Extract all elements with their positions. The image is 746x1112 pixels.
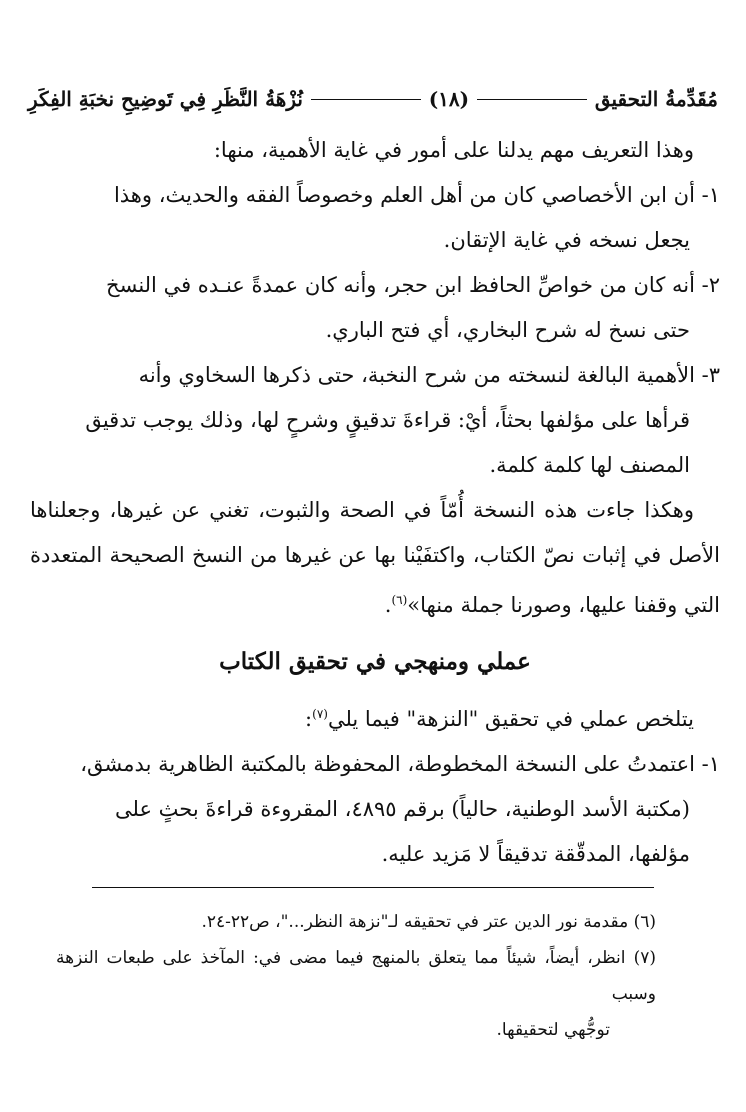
header-book-title: نُزْهَةُ النَّظَرِ فِي تَوضِيحِ نخبَةِ الفِكَرِ	[28, 87, 303, 111]
list-item-3-line-2: قرأها على مؤلفها بحثاً، أيْ: قراءةَ تدقيقٍ وشرحٍ لها، وذلك يوجب تدقيق	[85, 408, 690, 432]
page-number: (١٨)	[428, 87, 470, 111]
footnote-divider	[92, 887, 654, 888]
list-item-3-line-3: المصنف لها كلمة كلمة.	[489, 453, 690, 477]
paragraph-conclusion-text: وهكذا جاءت هذه النسخة أُمّاً في الصحة والثبوت، تغني عن غيرها، وجعلناها الأصل في إثبات نصّ الكتاب، واكتفَيْنا بها عن غيرها من النسخ الصحيحة المتعددة التي وقفنا عليها، وصورنا جملة منها»	[30, 498, 720, 617]
footnote-7-line-1: (٧) انظر، أيضاً، شيئاً مما يتعلق بالمنهج فيما مضى في: المآخذ على طبعات النزهة وسبب	[56, 948, 656, 1004]
list-item-2-line-1: ٢- أنه كان من خواصِّ الحافظ ابن حجر، وأنه كان عمدةً عنـده في النسخ	[106, 273, 720, 297]
running-header	[28, 82, 718, 116]
method-intro-colon: :	[305, 707, 313, 731]
method-intro-text: يتلخص عملي في تحقيق "النزهة" فيما يلي	[327, 707, 694, 731]
paragraph-intro: وهذا التعريف مهم يدلنا على أمور في غاية الأهمية، منها:	[213, 138, 694, 162]
list-item-3-line-1: ٣- الأهمية البالغة لنسخته من شرح النخبة، حتى ذكرها السخاوي وأنه	[138, 363, 720, 387]
paragraph-conclusion: وهكذا جاءت هذه النسخة أُمّاً في الصحة والثبوت، تغني عن غيرها، وجعلناها الأصل في إثبات نصّ الكتاب، واكتفَيْنا بها عن غيرها من النسخ الصحيحة المتعددة التي وقفنا عليها، وصورنا جملة منها»$^{(٦)}$.	[30, 498, 720, 617]
footnotes	[56, 904, 656, 1048]
list-item-2-line-2: حتى نسخ له شرح البخاري، أي فتح الباري.	[325, 318, 690, 342]
paragraph-method-intro	[30, 692, 720, 742]
method-item-1-line-2: (مكتبة الأسد الوطنية، حالياً) برقم ٤٨٩٥، المقروءة قراءةَ بحثٍ على	[115, 797, 690, 821]
header-rule-right	[477, 99, 587, 100]
header-section-title: مُقَدِّمةُ التحقيق	[594, 87, 718, 111]
footnote-7-line-2: توجُّهي لتحقيقها.	[496, 1020, 610, 1040]
section-heading: عملي ومنهجي في تحقيق الكتاب	[219, 648, 531, 675]
method-item-1-line-3: مؤلفها، المدقّقة تدقيقاً لا مَزيد عليه.	[381, 842, 690, 866]
footnote-6: (٦) مقدمة نور الدين عتر في تحقيقه لـ"نزهة النظر..."، ص٢٢-٢٤.	[201, 912, 656, 932]
header-rule-left	[311, 99, 421, 100]
main-text	[30, 128, 720, 877]
method-item-1-line-1: ١- اعتمدتُ على النسخة المخطوطة، المحفوظة بالمكتبة الظاهرية بدمشق،	[80, 752, 720, 776]
footnote-ref-6: (٦)	[391, 593, 408, 607]
list-item-1-line-2: يجعل نسخه في غاية الإتقان.	[443, 228, 690, 252]
list-item-1-line-1: ١- أن ابن الأخصاصي كان من أهل العلم وخصوصاً الفقه والحديث، وهذا	[113, 183, 720, 207]
footnote-ref-7: (٧)	[312, 707, 328, 721]
